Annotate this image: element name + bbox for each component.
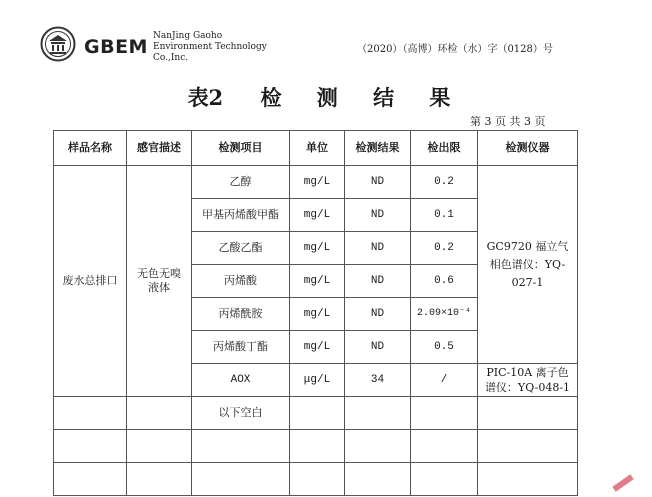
column-header: 检测仪器 — [478, 131, 578, 166]
unit-cell: μg/L — [290, 364, 345, 397]
document-number: （2020）（高博）环检（水）字（0128）号 — [357, 44, 553, 55]
unit-cell: mg/L — [290, 199, 345, 232]
description-text: 无色无嗅液体 — [137, 267, 181, 294]
blank-cell — [290, 463, 345, 496]
limit-cell: 0.1 — [411, 199, 478, 232]
item-cell: 乙醇 — [192, 166, 290, 199]
blank-cell — [478, 463, 578, 496]
blank-cell — [127, 430, 192, 463]
table-header-row — [54, 131, 578, 166]
limit-cell: 0.2 — [411, 166, 478, 199]
gbem-emblem-icon — [40, 26, 76, 62]
unit-cell: mg/L — [290, 331, 345, 364]
result-cell: ND — [345, 298, 411, 331]
company-name — [153, 31, 267, 64]
company-line: Co.,Inc. — [153, 53, 189, 63]
item-cell: 丙烯酸丁酯 — [192, 331, 290, 364]
sample-name-cell: 废水总排口 — [54, 166, 127, 397]
blank-note-cell: 以下空白 — [192, 397, 290, 430]
blank-cell — [127, 397, 192, 430]
unit-cell: mg/L — [290, 298, 345, 331]
instrument-text: GC9720 福立气相色谱仪：YQ-027-1 — [486, 239, 569, 289]
blank-cell — [54, 430, 127, 463]
page-title — [0, 82, 652, 112]
result-cell: ND — [345, 265, 411, 298]
blank-cell — [345, 397, 411, 430]
unit-cell: mg/L — [290, 232, 345, 265]
table-title: 检 测 结 果 — [260, 85, 465, 110]
blank-cell — [192, 430, 290, 463]
blank-cell — [127, 463, 192, 496]
item-cell: AOX — [192, 364, 290, 397]
limit-cell: 2.09×10⁻⁴ — [411, 298, 478, 331]
column-header: 检测结果 — [345, 131, 411, 166]
result-cell: 34 — [345, 364, 411, 397]
blank-cell — [345, 430, 411, 463]
blank-cell — [478, 430, 578, 463]
company-line: Environment Technology — [153, 42, 267, 52]
item-cell: 甲基丙烯酸甲酯 — [192, 199, 290, 232]
blank-cell — [54, 463, 127, 496]
column-header: 样品名称 — [54, 131, 127, 166]
instrument-text: PIC-10A 离子色谱仪：YQ-048-1 — [484, 366, 571, 394]
result-cell: ND — [345, 199, 411, 232]
unit-cell: mg/L — [290, 166, 345, 199]
item-cell: 丙烯酰胺 — [192, 298, 290, 331]
limit-cell: / — [411, 364, 478, 397]
page-number: 第 3 页 共 3 页 — [470, 115, 546, 128]
table-row — [54, 430, 578, 463]
table-row — [54, 397, 578, 430]
column-header: 检测项目 — [192, 131, 290, 166]
blank-cell — [478, 397, 578, 430]
limit-cell: 0.6 — [411, 265, 478, 298]
company-line: NanJing Gaoho — [153, 31, 223, 41]
column-header: 单位 — [290, 131, 345, 166]
blank-cell — [290, 430, 345, 463]
blank-cell — [411, 430, 478, 463]
blank-cell — [54, 397, 127, 430]
result-cell: ND — [345, 331, 411, 364]
limit-cell: 0.5 — [411, 331, 478, 364]
blank-cell — [290, 397, 345, 430]
item-cell: 丙烯酸 — [192, 265, 290, 298]
table-number: 表2 — [187, 85, 224, 110]
item-cell: 乙酸乙酯 — [192, 232, 290, 265]
instrument-cell — [478, 364, 578, 397]
blank-cell — [411, 397, 478, 430]
result-cell: ND — [345, 166, 411, 199]
limit-cell: 0.2 — [411, 232, 478, 265]
result-cell: ND — [345, 232, 411, 265]
brand-name: GBEM — [84, 36, 148, 58]
unit-cell: mg/L — [290, 265, 345, 298]
table-row — [54, 463, 578, 496]
instrument-cell — [478, 166, 578, 364]
table-row — [54, 166, 578, 199]
blank-cell — [345, 463, 411, 496]
blank-cell — [411, 463, 478, 496]
column-header: 感官描述 — [127, 131, 192, 166]
results-table — [53, 130, 578, 496]
red-stamp-mark — [612, 474, 633, 492]
blank-cell — [192, 463, 290, 496]
column-header: 检出限 — [411, 131, 478, 166]
description-cell — [127, 166, 192, 397]
